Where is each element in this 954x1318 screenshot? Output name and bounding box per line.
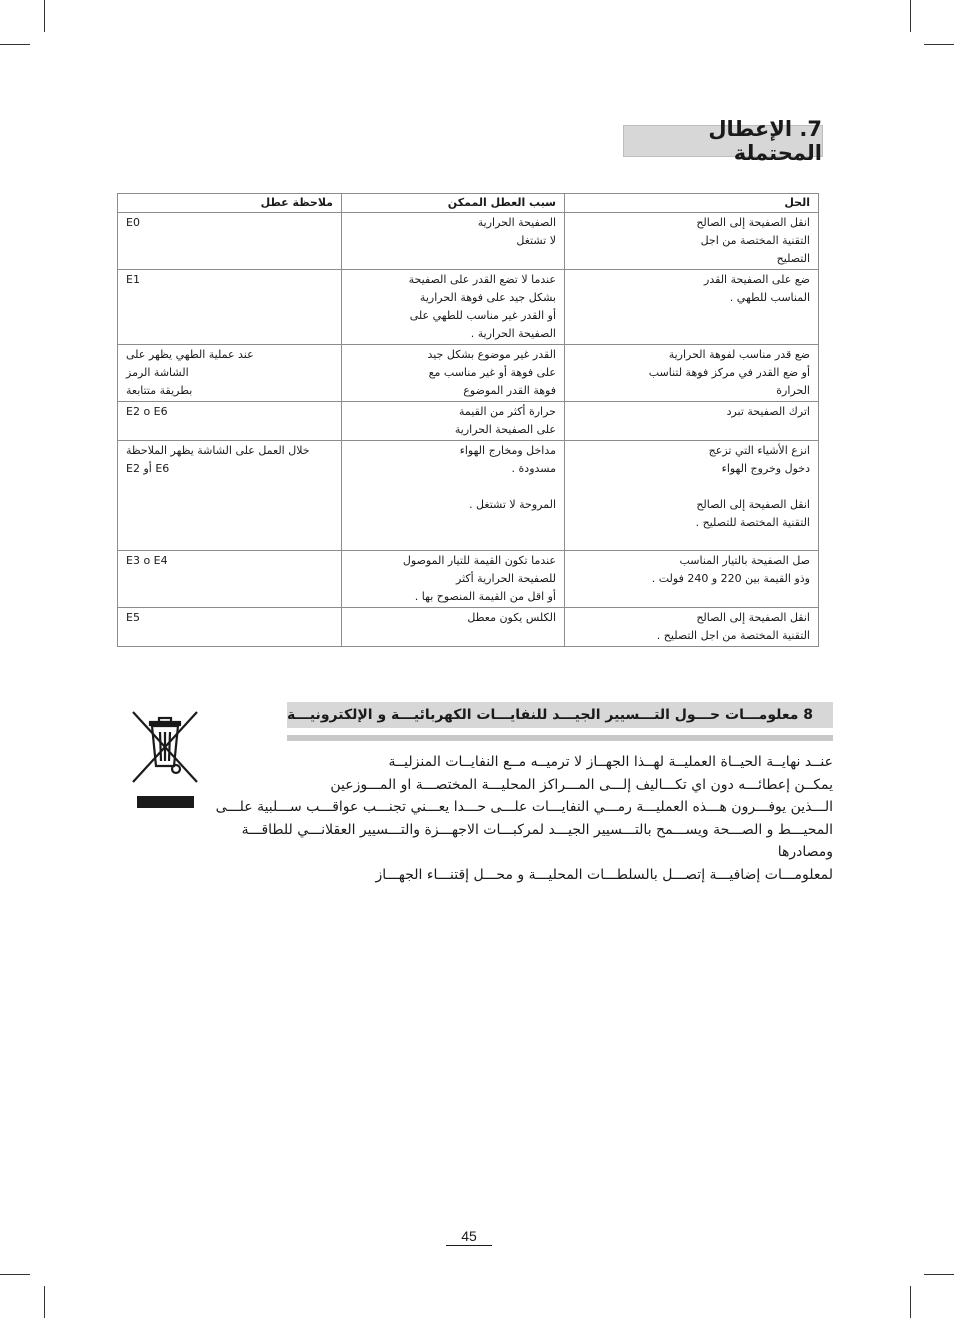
crop-mark: [924, 44, 954, 45]
header-solution: الحل: [565, 194, 819, 213]
cause-cell: عندما تكون القيمة للتيار الموصول للصفيحة الحرارية أكثر أو اقل من القيمة المنصوح بها .: [342, 551, 565, 608]
code-cell: [118, 270, 342, 345]
table-row: [118, 608, 819, 647]
code-cell: [118, 213, 342, 270]
cause-cell: القدر غير موضوع بشكل جيد على فوهة أو غير مناسب مع فوهة القدر الموضوع: [342, 345, 565, 402]
error-note: خلال العمل على الشاشة يظهر الملاحظة: [126, 444, 310, 457]
crop-mark: [0, 1274, 30, 1275]
crop-mark: [0, 44, 30, 45]
solution-cell: انقل الصفيحة إلى الصالح التقنية المختصة من اجل التصليح .: [565, 608, 819, 647]
page-number: 45: [446, 1228, 492, 1246]
code-cell: [118, 402, 342, 441]
solution-cell: ضع على الصفيحة القدر المناسب للطهي .: [565, 270, 819, 345]
error-code: E1: [126, 273, 140, 286]
header-cause: سبب العطل الممكن: [342, 194, 565, 213]
solution-cell: ضع قدر مناسب لفوهة الحرارية أو ضع القدر في مركز فوهة لتناسب الحرارة: [565, 345, 819, 402]
code-cell: [118, 441, 342, 551]
crop-mark: [924, 1274, 954, 1275]
code-cell: [118, 608, 342, 647]
table-header-row: [118, 194, 819, 213]
section8-line: ومصادرها: [777, 844, 833, 860]
error-code: E5: [126, 611, 140, 624]
section8-heading: 8 معلومـــات حـــول التـــسيير الجيـــد للنفايـــات الكهربائيـــة و الإلكترونيـــة: [287, 702, 833, 728]
crop-mark: [910, 1286, 911, 1318]
section8-line: المحيـــط و الصـــحة ويســـمح بالتـــسيير الجيـــد لمركبـــات الاجهـــزة والتـــسيير العقلانـــي للطاقـــة: [241, 821, 833, 838]
crop-mark: [44, 0, 45, 32]
error-code: E0: [126, 216, 140, 229]
cause-cell: الصفيحة الحرارية لا تشتغل: [342, 213, 565, 270]
error-code: E2 أو E6: [126, 462, 170, 475]
error-code: E3 o E4: [126, 554, 168, 567]
table-row: [118, 402, 819, 441]
table-row: [118, 213, 819, 270]
solution-cell: انزع الأشياء التي تزعج دخول وخروج الهواء انقل الصفيحة إلى الصالح التقنية المختصة للتصليح .: [565, 441, 819, 551]
code-cell: [118, 345, 342, 402]
section8-divider: [287, 735, 833, 741]
error-note: عند عملية الطهي يظهر على الشاشة الرمز بطريقة متتابعة: [126, 348, 254, 397]
crop-mark: [44, 1286, 45, 1318]
solution-cell: انقل الصفيحة إلى الصالح التقنية المختصة من اجل التصليح: [565, 213, 819, 270]
error-table: [117, 193, 819, 647]
solution-cell: صل الصفيحة بالتيار المناسب وذو القيمة بين 220 و 240 فولت .: [565, 551, 819, 608]
section7-heading: 7. الإعطال المحتملة: [623, 125, 823, 157]
section8-line: يمكــن إعطائـــه دون اي تكـــاليف إلـــى المـــراكز المحليـــة المختصـــة او المـــوزعين: [330, 776, 833, 793]
table-row: [118, 551, 819, 608]
cause-cell: عندما لا تضع القدر على الصفيحة بشكل جيد على فوهة الحرارية أو القدر غير مناسب للطهي على الصفيحة الحرارية .: [342, 270, 565, 345]
table-row: [118, 345, 819, 402]
code-cell: [118, 551, 342, 608]
weee-bar: [137, 796, 194, 808]
section8-body: [190, 751, 833, 886]
error-code: E2 o E6: [126, 405, 168, 418]
cause-cell: مداخل ومخارج الهواء مسدودة . المروحة لا تشتغل .: [342, 441, 565, 551]
crop-mark: [910, 0, 911, 32]
section8-line: الـــذين يوفـــرون هـــذه العمليـــة رمـــي النفايـــات علـــى حـــدا يعـــني تجنـــب عواقـــب ســـلبية علـــى: [215, 799, 833, 815]
header-notes: ملاحظة عطل: [118, 194, 342, 213]
section8-line: لمعلومـــات إضافيـــة إتصـــل بالسلطـــات المحليـــة و محـــل إقتنـــاء الجهـــاز: [375, 866, 833, 883]
table-row: [118, 441, 819, 551]
cause-cell: الكلس يكون معطل: [342, 608, 565, 647]
section8-line: عنــد نهايــة الحيــاة العمليــة لهــذا الجهــاز لا ترميــه مــع النفايــات المنزليــة: [388, 754, 833, 770]
cause-cell: حرارة أكثر من القيمة على الصفيحة الحرارية: [342, 402, 565, 441]
solution-cell: اترك الصفيحة تبرد: [565, 402, 819, 441]
table-row: [118, 270, 819, 345]
